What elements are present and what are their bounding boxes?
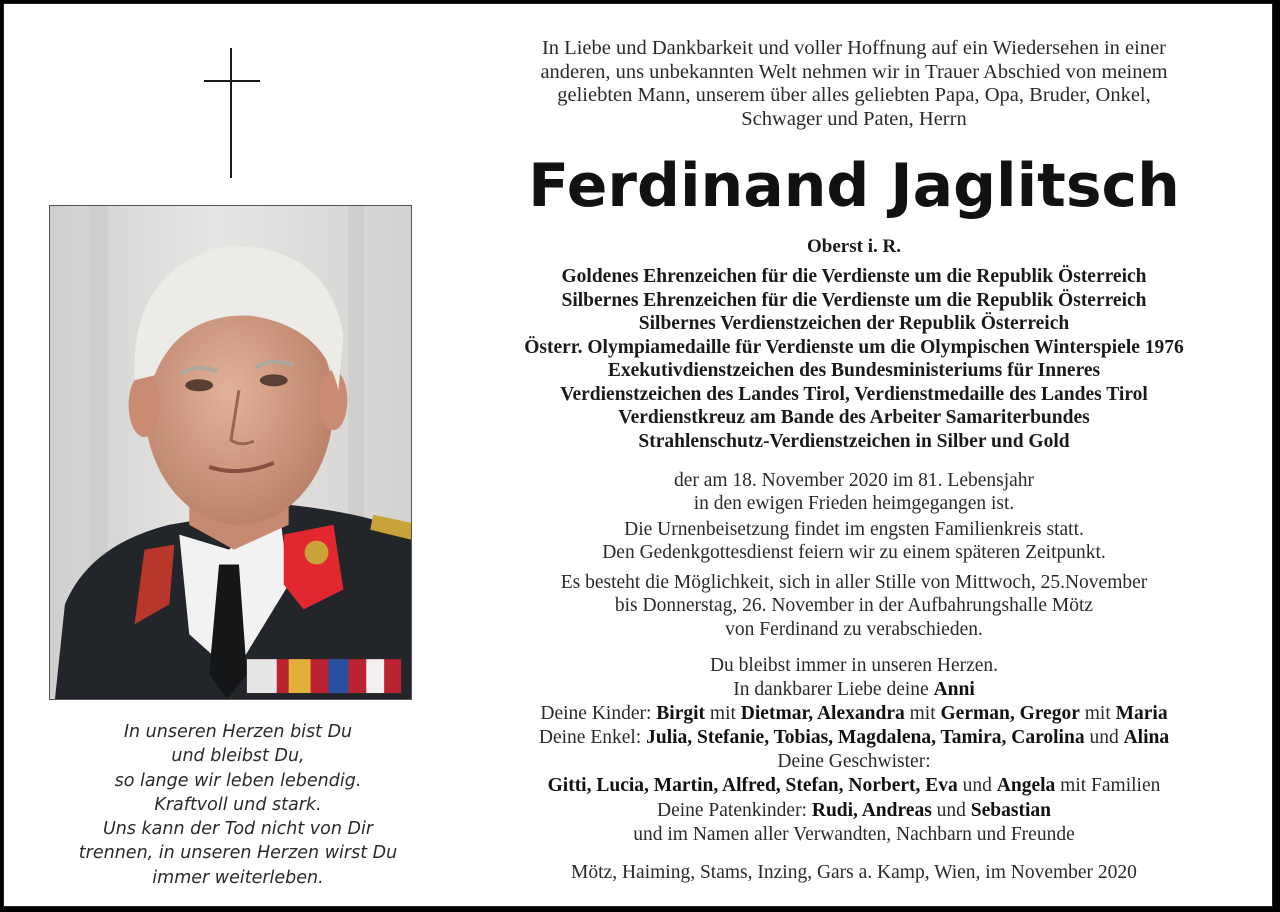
children-names [656,703,1167,724]
grandchildren-line [459,726,1249,750]
poem-line: In unseren Herzen bist Du [123,722,353,742]
death-line: in den ewigen Frieden heimgegangen ist. [693,493,1015,515]
name-run: Gitti, Lucia, Martin, Alfred, Stefan, Norbert, Eva [547,775,958,797]
honor-item: Silbernes Verdienstzeichen der Republik Österreich [638,313,1070,334]
text-run: mit [904,703,941,725]
name-run: Birgit [656,703,706,725]
death-line: der am 18. November 2020 im 81. Lebensjahr [673,470,1035,491]
military-rank: Oberst i. R. [807,236,901,257]
poem-line: und bleibst Du, [171,746,305,767]
name-run: Sebastian [970,799,1051,821]
honors-list [459,265,1249,453]
wife-name: Anni [933,679,975,701]
portrait-photo [49,205,412,700]
farewell-line: von Ferdinand zu verabschieden. [725,618,983,640]
text-run: und [957,775,997,797]
death-notice [459,469,1249,516]
children-label: Deine Kinder: [540,703,657,725]
name-run: Rudi, Andreas [811,799,932,821]
poem-line: Uns kann der Tod nicht von Dir [102,819,374,840]
farewell-line: Es besteht die Möglichkeit, sich in aller Stille von Mittwoch, 25.November [560,572,1148,593]
text-run: und [1084,727,1124,749]
name-run: Angela [996,775,1056,797]
godchildren-names [812,800,1051,821]
obituary-notice [3,3,1273,907]
grandchildren-label: Deine Enkel: [538,727,647,749]
intro-line: In Liebe und Dankbarkeit und voller Hoffnung auf ein Wiedersehen in einer [541,37,1167,59]
deceased-name: Ferdinand Jaglitsch [528,151,1180,221]
text-run: mit Familien [1055,775,1161,797]
wife-line [459,678,1249,702]
poem-line: so lange wir leben lebendig. [114,770,362,791]
children-line [459,702,1249,726]
honor-item: Verdienstkreuz am Bande des Arbeiter Samariterbundes [618,407,1090,428]
honor-item: Goldenes Ehrenzeichen für die Verdienste um die Republik Österreich [561,266,1147,287]
farewell-notice [459,571,1249,641]
siblings-names [548,775,1161,796]
farewell-line: bis Donnerstag, 26. November in der Aufbahrungshalle Mötz [614,595,1094,617]
name-run: Maria [1115,703,1168,725]
godchildren-label: Deine Patenkinder: [656,799,812,821]
name-run: German, Gregor [940,703,1080,725]
burial-line: Die Urnenbeisetzung findet im engsten Familienkreis statt. [624,519,1084,540]
siblings-line [459,774,1249,798]
burial-notice [459,518,1249,565]
name-run: Alina [1123,727,1170,749]
cross-icon [204,48,260,178]
burial-line: Den Gedenkgottesdienst feiern wir zu einem späteren Zeitpunkt. [602,542,1106,564]
memorial-poem [34,720,442,890]
mourners-list [459,654,1249,847]
siblings-label: Deine Geschwister: [777,751,931,773]
poem-line: immer weiterleben. [152,867,324,888]
honor-item: Strahlenschutz-Verdienstzeichen in Silber und Gold [638,430,1070,452]
text-run: mit [705,703,741,725]
intro-line: anderen, uns unbekannten Welt nehmen wir in Trauer Abschied von meinem [540,60,1168,83]
honor-item: Silbernes Ehrenzeichen für die Verdienste um die Republik Österreich [561,289,1147,311]
intro-line: geliebten Mann, unserem über alles geliebten Papa, Opa, Bruder, Onkel, [557,84,1151,107]
grandchildren-names [646,727,1169,748]
relatives-line: und im Namen aller Verwandten, Nachbarn und Freunde [633,823,1075,845]
intro-paragraph [459,37,1249,131]
honor-item: Österr. Olympiamedaille für Verdienste um die Olympischen Winterspiele 1976 [524,336,1184,358]
wife-prefix: In dankbarer Liebe deine [733,679,934,701]
godchildren-line [459,799,1249,823]
poem-line: Kraftvoll und stark. [154,794,322,815]
heart-line: Du bleibst immer in unseren Herzen. [709,655,999,676]
name-run: Dietmar, Alexandra [740,703,905,725]
honor-item: Verdienstzeichen des Landes Tirol, Verdienstmedaille des Landes Tirol [560,383,1148,405]
text-run: mit [1079,703,1116,725]
name-run: Julia, Stefanie, Tobias, Magdalena, Tamira, Carolina [646,727,1085,749]
text-run: und [931,799,971,821]
poem-line: trennen, in unseren Herzen wirst Du [78,843,398,864]
honor-item: Exekutivdienstzeichen des Bundesministeriums für Inneres [607,360,1101,381]
place-and-date: Mötz, Haiming, Stams, Inzing, Gars a. Kamp, Wien, im November 2020 [571,862,1137,883]
intro-line: Schwager und Paten, Herrn [741,107,967,130]
